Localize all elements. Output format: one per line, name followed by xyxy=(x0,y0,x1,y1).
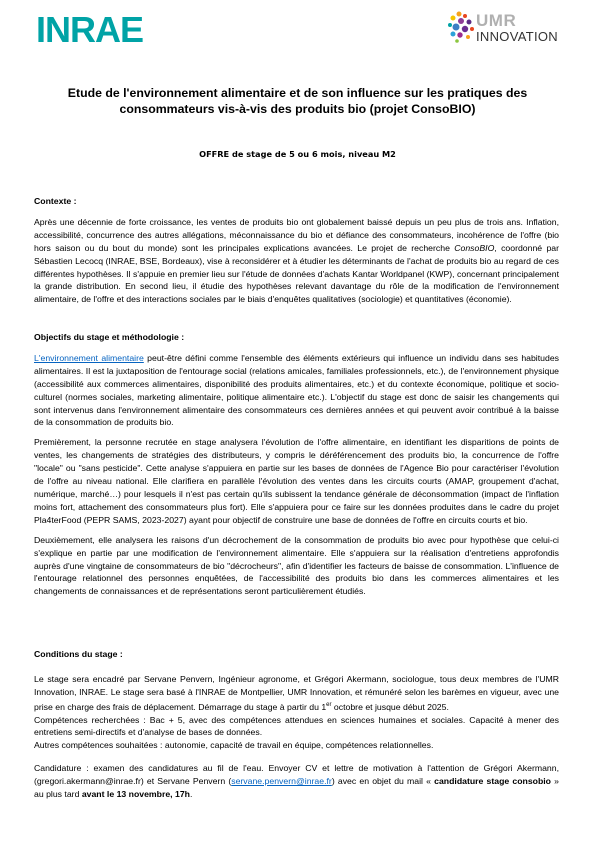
conditions-heading: Conditions du stage : xyxy=(34,649,123,659)
objectifs-section xyxy=(34,331,559,598)
conditions-paragraph-3: Autres compétences souhaitées : autonomie, capacité de travail en équipe, compétences relationnelles. xyxy=(34,740,434,751)
umr-logo-text: UMR xyxy=(476,11,517,30)
contexte-text-b: , coordonné par Sébastien Lecocq (INRAE, BSE, Bordeaux), vise à reconsidérer et à étudier les déterminants de l'achat de produits bio au regard de ces différentes hypothèses. Il s'appuie en premier lieu sur l'étude de données d'achats Kantar Worldpanel (KWP), concernant principalement la grande distribution. En second lieu, il étudie des hypothèses relevant davantage du rôle de la modification de l'environnement alimentaire, de l'offre et des interactions sociales par le biais d'enquêtes qualitatives (sociologie) et quantitatives (économie). xyxy=(34,242,559,305)
contexte-heading: Contexte : xyxy=(34,196,77,206)
candidature-subject: candidature stage consobio xyxy=(434,776,551,787)
innovation-logo-text: INNOVATION xyxy=(476,29,558,44)
umr-dots-icon xyxy=(445,10,477,44)
candidature-text-a: Candidature : examen des candidatures au fil de l'eau. Envoyer CV et lettre de motivation à l'attention de Grégori Akermann, (gregori.akermann@inrae.fr) et Servane Penvern ( xyxy=(34,763,559,787)
inrae-logo: INRAE xyxy=(36,9,144,50)
objectifs-paragraph-2: Premièrement, la personne recrutée en stage analysera l'évolution de l'offre alimentaire, en identifiant les disparitions de points de ventes, les changements de stratégies des distributeurs, y compris le déréférencement des produits bio, la concurrence de l'offre "locale" ou "sans pesticide". Cette analyse s'appuiera en partie sur les bases de données de l'Agence Bio pour caractériser l'évolution de l'offre au niveau national. Elle clarifiera en parallèle l'évolution des ventes dans les circuits courts (AMAP, groupement d'achat, numérique, marché…) pour lesquels il n'est pas certain qu'ils subissent la tendance générale de déconsommation (impact de l'inflation moins fort, attachement des consommateurs plus fort). Elle s'appuiera pour ce faire sur les données produites dans le cadre du projet Pla4terFood (PEPR SAMS, 2023-2027) ayant pour objectif de construire une base de données de l'offre en circuits courts et bio. xyxy=(34,437,559,525)
conditions-paragraph-2: Compétences recherchées : Bac + 5, avec des compétences attendues en sciences humaines et sociales. Capacité à mener des entretiens semi-directifs et d'analyse de bases de données. xyxy=(34,714,559,738)
offer-subtitle: OFFRE de stage de 5 ou 6 mois, niveau M2 xyxy=(199,149,396,159)
umr-innovation-logo xyxy=(445,10,565,46)
objectifs-heading: Objectifs du stage et méthodologie : xyxy=(34,332,185,342)
objectifs-paragraph-1 xyxy=(34,352,559,429)
conditions-p1-sup: er xyxy=(326,701,332,708)
candidature-text-d: . xyxy=(189,789,193,800)
contexte-section xyxy=(34,195,559,306)
environnement-alimentaire-link[interactable]: L'environnement alimentaire xyxy=(34,352,144,363)
title-line-2: consommateurs vis-à-vis des produits bio (projet ConsoBIO) xyxy=(119,102,476,116)
conditions-p1-text-a: Le stage sera encadré par Servane Penvern, Ingénieur agronome, et Grégori Akermann, sociologue, tous deux membres de l'UMR Innovation, INRAE. Le stage sera basé à l'INRAE de Montpellier, UMR Innovation, et rémunéré selon les barèmes en vigueur, avec une prise en charge des frais de déplacement. Démarrage du stage à partir du 1 xyxy=(34,673,559,712)
candidature-paragraph xyxy=(34,762,559,801)
conditions-p1-text-b: octobre et jusque début 2025. xyxy=(331,701,449,712)
objectifs-paragraph-3: Deuxièmement, elle analysera les raisons d'un décrochement de la consommation de produits bio avec pour hypothèse que celui-ci s'explique en partie par une modification de l'environnement alimentaire. Elle s'appuiera sur la réalisation d'entretiens approfondis auprès d'une vingtaine de consommateurs de bio "décrocheurs", afin d'identifier les facteurs de baisse de consommation. L'influence de l'entourage relationnel des personnes enquêtées, de l'accessibilité des produits bio dans les commerces alimentaires et les changements de connaissances et de représentations seront particulièrement étudiés. xyxy=(34,534,559,597)
candidature-text-b: ) avec en objet du mail « xyxy=(331,776,435,787)
conditions-paragraph-1 xyxy=(34,673,559,714)
contexte-paragraph xyxy=(34,216,559,306)
document-title xyxy=(40,85,555,117)
conditions-section xyxy=(34,648,559,801)
servane-email-link[interactable]: servane.penvern@inrae.fr xyxy=(231,776,332,787)
title-line-1: Etude de l'environnement alimentaire et de son influence sur les pratiques des xyxy=(67,86,528,100)
candidature-text-c: » au plus tard xyxy=(34,776,559,800)
contexte-text-a: Après une décennie de forte croissance, les ventes de produits bio ont globalement baissé depuis un peu plus de trois ans. Inflation, accessibilité, concurrence des autres allégations, méconnaissance du bio et défiance des consommateurs, incohérence de l'offre (bio hors saison ou du bout du monde) sont les principales explications avancées. Le projet de recherche xyxy=(34,216,559,253)
candidature-deadline: avant le 13 novembre, 17h xyxy=(81,789,190,800)
consobio-italic: ConsoBIO xyxy=(454,242,495,253)
objectifs-p1-text: peut-être défini comme l'ensemble des éléments extérieurs qui influence un individu dans ses habitudes alimentaires. Il est la juxtaposition de l'entourage social (relations amicales, familiales professionnels, etc.), de l'environnement physique (accessibilité aux commerces alimentaires, disponibilité des produits alimentaires, etc.) et du contexte économique, politique et socio-culturel (normes sociales, marketing alimentaire, politique alimentaire etc.). L'objectif du stage est donc de saisir les changements qui sont intervenus dans l'environnement alimentaire des consommateurs ces dernières années et qui peuvent avoir contribué à la baisse de la consommation de produits bio. xyxy=(34,352,559,428)
